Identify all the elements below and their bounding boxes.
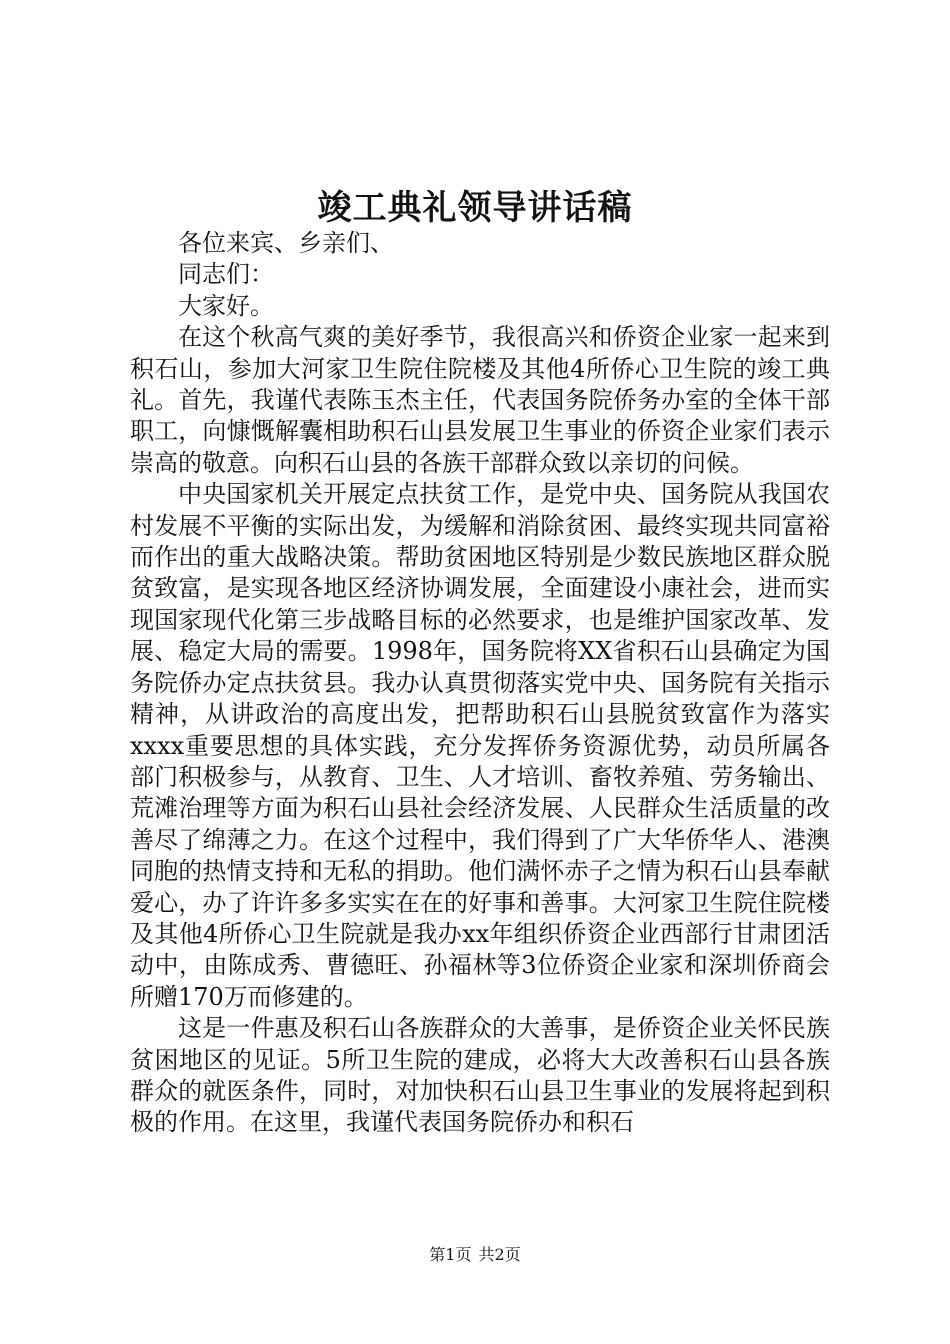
document-body [130, 228, 830, 1139]
paragraph-greeting-comrades: 同志们： [178, 260, 274, 289]
paragraph-significance: 这是一件惠及积石山各族群众的大善事，是侨资企业关怀民族贫困地区的见证。5所卫生院的建成，必将大大改善积石山县各族群众的就医条件，同时，对加快积石山县卫生事业的发展将起到积极的作用。在这里，我谨代表国务院侨办和积石 [130, 1014, 830, 1137]
document-title: 竣工典礼领导讲话稿 [317, 188, 633, 228]
paragraph-greeting: 各位来宾、乡亲们、 [178, 229, 394, 257]
paragraph-poverty-alleviation: 中央国家机关开展定点扶贫工作，是党中央、国务院从我国农村发展不平衡的实际出发，为缓解和消除贫困、最终实现共同富裕而作出的重大战略决策。帮助贫困地区特别是少数民族地区群众脱贫致富，是实现各地区经济协调发展，全面建设小康社会，进而实现国家现代化第三步战略目标的必然要求，也是维护国家改革、发展、稳定大局的需要。1998年，国务院将XX省积石山县确定为国务院侨办定点扶贫县。我办认真贯彻落实党中央、国务院有关指示精神，从讲政治的高度出发，把帮助积石山县脱贫致富作为落实xxxx重要思想的具体实践，充分发挥侨务资源优势，动员所属各部门积极参与，从教育、卫生、人才培训、畜牧养殖、劳务输出、荒滩治理等方面为积石山县社会经济发展、人民群众生活质量的改善尽了绵薄之力。在这个过程中，我们得到了广大华侨华人、港澳同胞的热情支持和无私的捐助。他们满怀赤子之情为积石山县奉献爱心，办了许许多多实实在在的好事和善事。大河家卫生院住院楼及其他4所侨心卫生院就是我办xx年组织侨资企业西部行甘肃团活动中，由陈成秀、曹德旺、孙福林等3位侨资企业家和深圳侨商会所赠170万而修建的。 [130, 480, 830, 1011]
paragraph-opening: 在这个秋高气爽的美好季节，我很高兴和侨资企业家一起来到积石山，参加大河家卫生院住院楼及其他4所侨心卫生院的竣工典礼。首先，我谨代表陈玉杰主任，代表国务院侨务办室的全体干部职工，向慷慨解囊相助积石山县发展卫生事业的侨资企业家们表示崇高的敬意。向积石山县的各族干部群众致以亲切的问候。 [130, 323, 830, 477]
page-number-footer: 第1页 共2页 [429, 1245, 521, 1264]
paragraph-hello: 大家好。 [178, 291, 274, 320]
